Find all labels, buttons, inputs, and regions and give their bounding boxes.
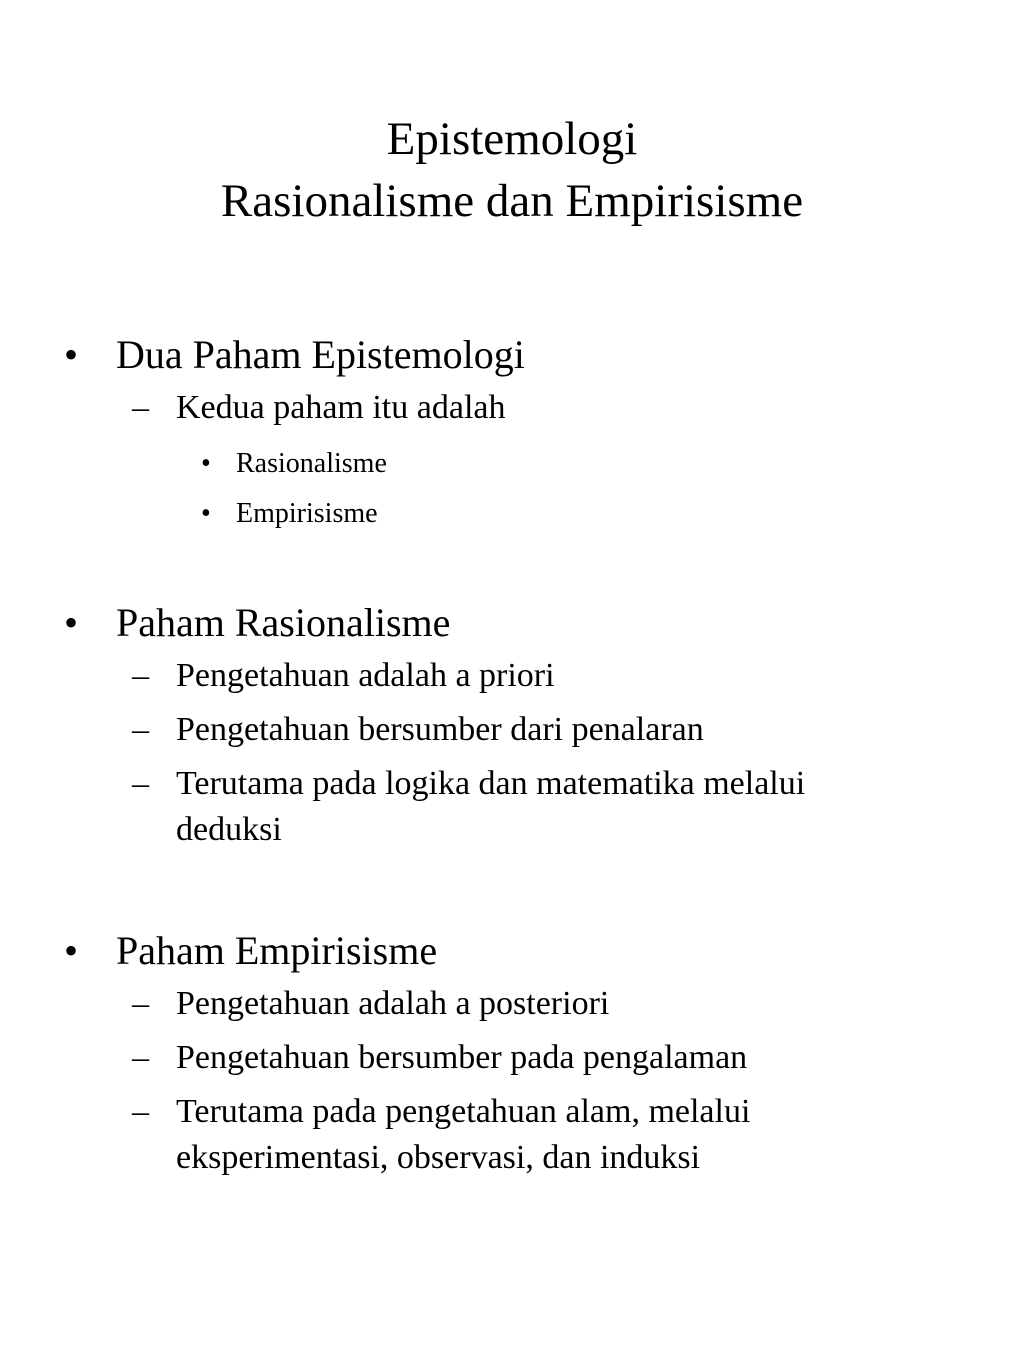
bullet-heading: Paham Rasionalisme	[116, 600, 451, 645]
dash-marker: –	[132, 1039, 149, 1076]
sub-bullet-marker: •	[201, 448, 211, 479]
bullet-marker: •	[64, 600, 79, 645]
section-dua-paham	[0, 325, 1024, 539]
bullet-marker: •	[64, 928, 79, 973]
dash-text: Pengetahuan adalah a priori	[176, 657, 555, 694]
dash-marker: –	[132, 711, 149, 748]
section-rasionalisme	[0, 593, 1024, 861]
dash-text: Terutama pada logika dan matematika melalui deduksi	[176, 765, 806, 848]
dash-item	[0, 707, 1024, 753]
sub-bullet-text: Empirisisme	[236, 498, 378, 529]
bullet-item	[0, 325, 1024, 385]
title-line-2: Rasionalisme dan Empirisisme	[220, 175, 804, 227]
dash-item	[0, 1089, 1024, 1181]
title-line-1: Epistemologi	[386, 113, 638, 165]
bullet-heading: Dua Paham Epistemologi	[116, 332, 525, 377]
bullet-item	[0, 593, 1024, 653]
dash-item	[0, 653, 1024, 699]
dash-text: Pengetahuan bersumber dari penalaran	[176, 711, 704, 748]
section-empirisisme	[0, 921, 1024, 1189]
dash-item	[0, 981, 1024, 1027]
sub-bullet-item	[0, 489, 1024, 539]
slide-title	[0, 108, 1024, 232]
dash-text: Kedua paham itu adalah	[176, 389, 506, 426]
dash-marker: –	[132, 765, 149, 802]
dash-text: Pengetahuan bersumber pada pengalaman	[176, 1039, 748, 1076]
dash-item	[0, 385, 1024, 431]
sub-bullet-text: Rasionalisme	[236, 448, 387, 479]
bullet-item	[0, 921, 1024, 981]
sub-bullet-item	[0, 439, 1024, 489]
dash-text: Pengetahuan adalah a posteriori	[176, 985, 610, 1022]
dash-text: Terutama pada pengetahuan alam, melalui eksperimentasi, observasi, dan induksi	[176, 1093, 751, 1176]
dash-item	[0, 761, 1024, 853]
dash-marker: –	[132, 389, 149, 426]
sub-bullet-marker: •	[201, 498, 211, 529]
dash-marker: –	[132, 985, 149, 1022]
bullet-marker: •	[64, 332, 79, 377]
dash-marker: –	[132, 1093, 149, 1130]
dash-item	[0, 1035, 1024, 1081]
bullet-heading: Paham Empirisisme	[116, 928, 438, 973]
dash-marker: –	[132, 657, 149, 694]
